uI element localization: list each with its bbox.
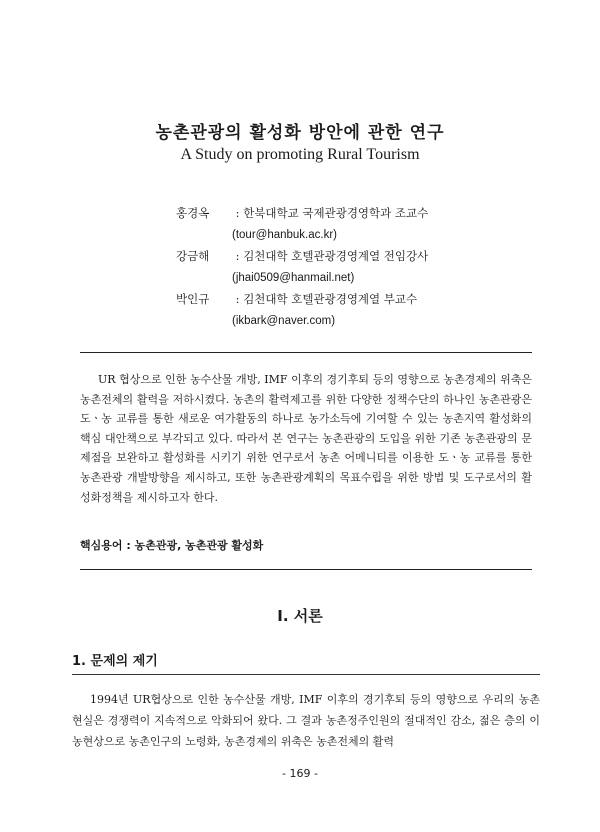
- author-name: 강금해: [176, 249, 210, 263]
- abstract-bottom-rule: [80, 569, 532, 570]
- section-heading: Ⅰ. 서론: [277, 607, 323, 625]
- author-line: [176, 289, 556, 311]
- author-email: (ikbark@naver.com): [232, 314, 336, 327]
- subsection-rule: [72, 674, 540, 675]
- page-number: - 169 -: [282, 767, 318, 780]
- abstract-text: UR 협상으로 인한 농수산물 개방, IMF 이후의 경기후퇴 등의 영향으로 농촌경제의 위축은 농촌전체의 활력을 저하시켰다. 농촌의 활력제고를 위한 다양한 정책수단의 하나인 농촌관광은 도ㆍ농 교류를 통한 새로운 여가활동의 하나로 농가소득에 기여할 수 있는 농촌지역 활성화의 핵심 대안책으로 부각되고 있다. 따라서 본 연구는 농촌관광의 도입을 위한 기존 농촌관광의 문제점을 보완하고 활성화를 시키기 위한 연구로서 농촌 어메니티를 이용한 도ㆍ농 교류를 통한 농촌관광 개발방향을 제시하고, 또한 농촌관광계획의 목표수립을 위한 방법 및 도구로서의 활성화정책을 제시하고자 한다.: [80, 373, 532, 504]
- keywords: 핵심용어 : 농촌관광, 농촌관광 활성화: [80, 539, 264, 552]
- subsection-heading: 1. 문제의 제기: [72, 654, 158, 669]
- author-entry: [176, 203, 556, 246]
- author-separator: :: [232, 292, 244, 306]
- author-email: (jhai0509@hanmail.net): [232, 271, 355, 284]
- abstract-top-rule: [80, 352, 532, 353]
- author-affiliation: 한북대학교 국제관광경영학과 조교수: [243, 206, 429, 220]
- paper-title-english: A Study on promoting Rural Tourism: [180, 146, 420, 163]
- author-entry: [176, 289, 556, 332]
- author-email: (tour@hanbuk.ac.kr): [232, 228, 337, 241]
- author-line: [176, 203, 556, 225]
- author-affiliation: 김천대학 호텔관광경영계열 부교수: [243, 292, 418, 306]
- author-affiliation: 김천대학 호텔관광경영계열 전임강사: [243, 249, 429, 263]
- paper-title-korean: 농촌관광의 활성화 방안에 관한 연구: [155, 123, 445, 143]
- author-name: 홍경옥: [176, 206, 210, 220]
- author-name: 박인규: [176, 292, 210, 306]
- author-line: [176, 246, 556, 268]
- author-entry: [176, 246, 556, 289]
- body-paragraph: 1994년 UR협상으로 인한 농수산물 개방, IMF 이후의 경기후퇴 등의 영향으로 우리의 농촌현실은 경쟁력이 지속적으로 악화되어 왔다. 그 결과 농촌정주인원의 절대적인 감소, 젊은 층의 이농현상으로 농촌인구의 노령화, 농촌경제의 위축은 농촌전체의 활력: [72, 693, 540, 748]
- abstract: [80, 370, 532, 507]
- body-text: [72, 689, 540, 752]
- author-list: [176, 203, 556, 332]
- author-separator: :: [232, 206, 244, 220]
- author-separator: :: [232, 249, 244, 263]
